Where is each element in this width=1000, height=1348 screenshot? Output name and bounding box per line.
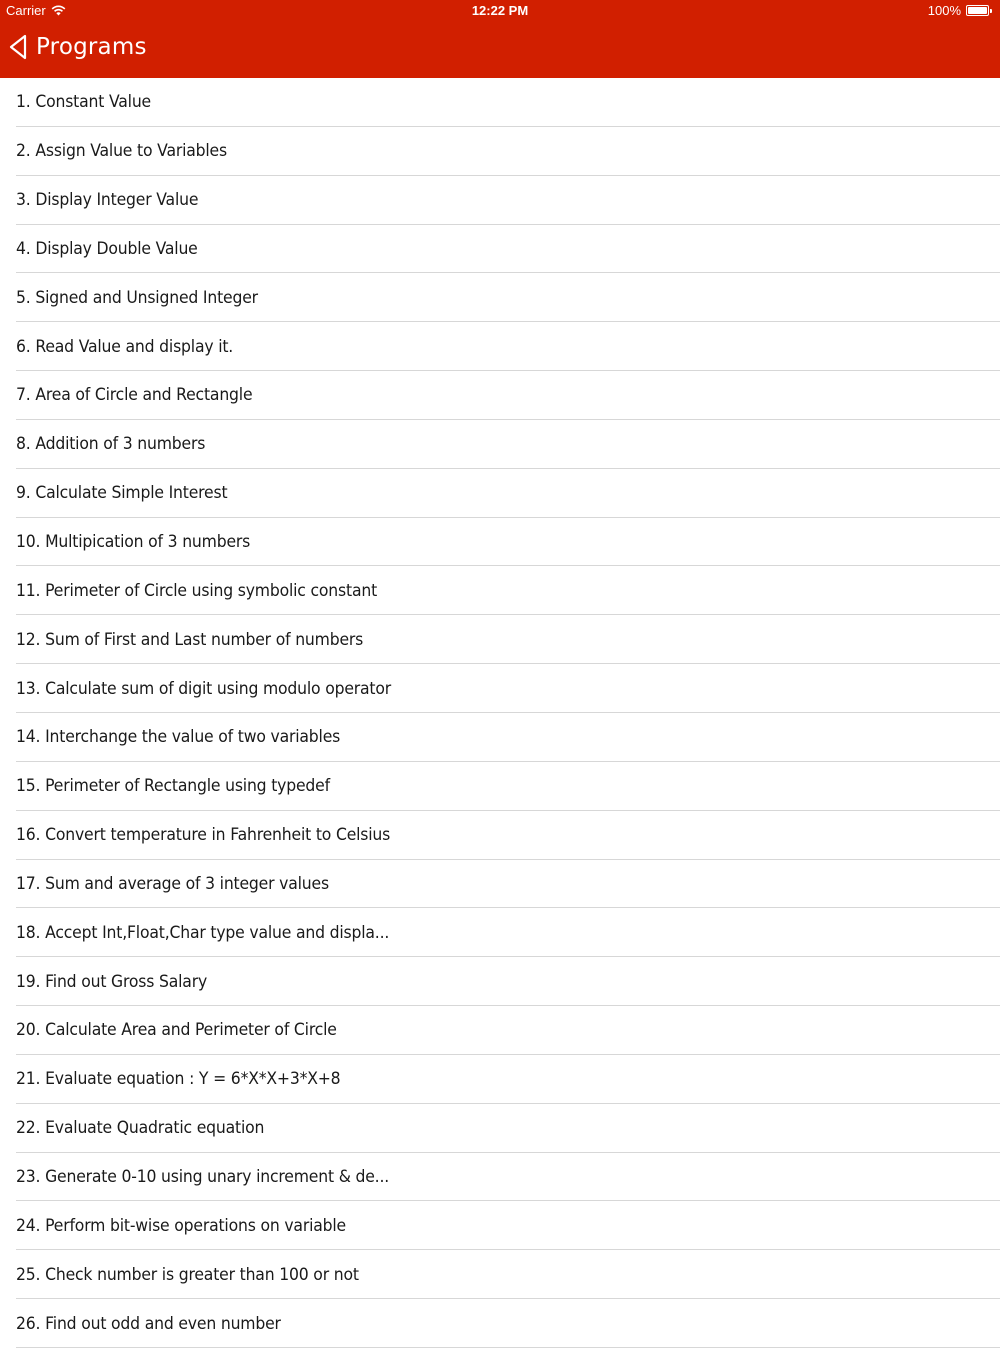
list-item[interactable]	[0, 1153, 1000, 1202]
list-item[interactable]	[0, 322, 1000, 371]
list-item-label: 10. Multipication of 3 numbers	[16, 532, 251, 553]
list-item-label: 24. Perform bit-wise operations on variable	[16, 1215, 346, 1236]
list-item-label: 3. Display Integer Value	[16, 190, 199, 211]
list-item[interactable]	[0, 664, 1000, 713]
battery-tip	[990, 9, 992, 13]
list-item[interactable]	[0, 908, 1000, 957]
back-button[interactable]	[0, 34, 147, 60]
nav-bar	[0, 24, 1000, 70]
status-time: 12:22 PM	[471, 3, 529, 18]
list-item[interactable]	[0, 225, 1000, 274]
list-item[interactable]	[0, 566, 1000, 615]
list-item-label: 1. Constant Value	[16, 92, 152, 113]
list-item[interactable]	[0, 371, 1000, 420]
status-right	[928, 3, 992, 18]
list-item[interactable]	[0, 615, 1000, 664]
list-item[interactable]	[0, 176, 1000, 225]
list-item-label: 16. Convert temperature in Fahrenheit to Celsius	[16, 825, 391, 846]
battery-fill	[968, 7, 987, 14]
list-item[interactable]	[0, 1104, 1000, 1153]
list-item[interactable]	[0, 469, 1000, 518]
list-item[interactable]	[0, 127, 1000, 176]
program-list	[0, 78, 1000, 1348]
list-item-label: 22. Evaluate Quadratic equation	[16, 1118, 265, 1139]
list-item-label: 8. Addition of 3 numbers	[16, 434, 206, 455]
list-item-label: 6. Read Value and display it.	[16, 336, 234, 357]
list-item-label: 14. Interchange the value of two variables	[16, 727, 341, 748]
list-item[interactable]	[0, 273, 1000, 322]
list-item[interactable]	[0, 860, 1000, 909]
list-item[interactable]	[0, 420, 1000, 469]
list-item-label: 5. Signed and Unsigned Integer	[16, 287, 258, 308]
list-item-label: 25. Check number is greater than 100 or not	[16, 1264, 359, 1285]
list-item-label: 4. Display Double Value	[16, 238, 198, 259]
status-bar	[0, 0, 1000, 20]
list-item[interactable]	[0, 78, 1000, 127]
list-item-label: 21. Evaluate equation : Y = 6*X*X+3*X+8	[16, 1069, 341, 1090]
battery-icon	[966, 5, 992, 16]
list-item-label: 7. Area of Circle and Rectangle	[16, 385, 253, 406]
list-item-label: 9. Calculate Simple Interest	[16, 483, 228, 504]
list-item-label: 2. Assign Value to Variables	[16, 141, 227, 162]
list-item[interactable]	[0, 713, 1000, 762]
chevron-left-icon[interactable]	[8, 34, 28, 60]
list-item[interactable]	[0, 1250, 1000, 1299]
list-item[interactable]	[0, 957, 1000, 1006]
list-item-label: 19. Find out Gross Salary	[16, 971, 208, 992]
list-item[interactable]	[0, 762, 1000, 811]
list-item-label: 20. Calculate Area and Perimeter of Circle	[16, 1020, 337, 1041]
list-item-label: 26. Find out odd and even number	[16, 1313, 281, 1334]
list-item-label: 17. Sum and average of 3 integer values	[16, 873, 329, 894]
list-item[interactable]	[0, 1299, 1000, 1348]
list-item-label: 18. Accept Int,Float,Char type value and displa...	[16, 922, 390, 943]
battery-percent: 100%	[927, 3, 961, 18]
list-item-label: 12. Sum of First and Last number of numbers	[16, 629, 364, 650]
list-item[interactable]	[0, 518, 1000, 567]
list-item-label: 23. Generate 0-10 using unary increment & de...	[16, 1166, 390, 1187]
list-item[interactable]	[0, 1201, 1000, 1250]
battery-body	[966, 5, 989, 16]
navigation-header	[0, 0, 1000, 78]
list-item-label: 11. Perimeter of Circle using symbolic constant	[16, 580, 378, 601]
page-title: Programs	[36, 34, 147, 60]
list-item[interactable]	[0, 1055, 1000, 1104]
list-item-label: 13. Calculate sum of digit using modulo operator	[16, 678, 392, 699]
list-item-label: 15. Perimeter of Rectangle using typedef	[16, 776, 330, 797]
carrier-label: Carrier	[6, 3, 46, 18]
list-item[interactable]	[0, 1006, 1000, 1055]
list-item[interactable]	[0, 811, 1000, 860]
